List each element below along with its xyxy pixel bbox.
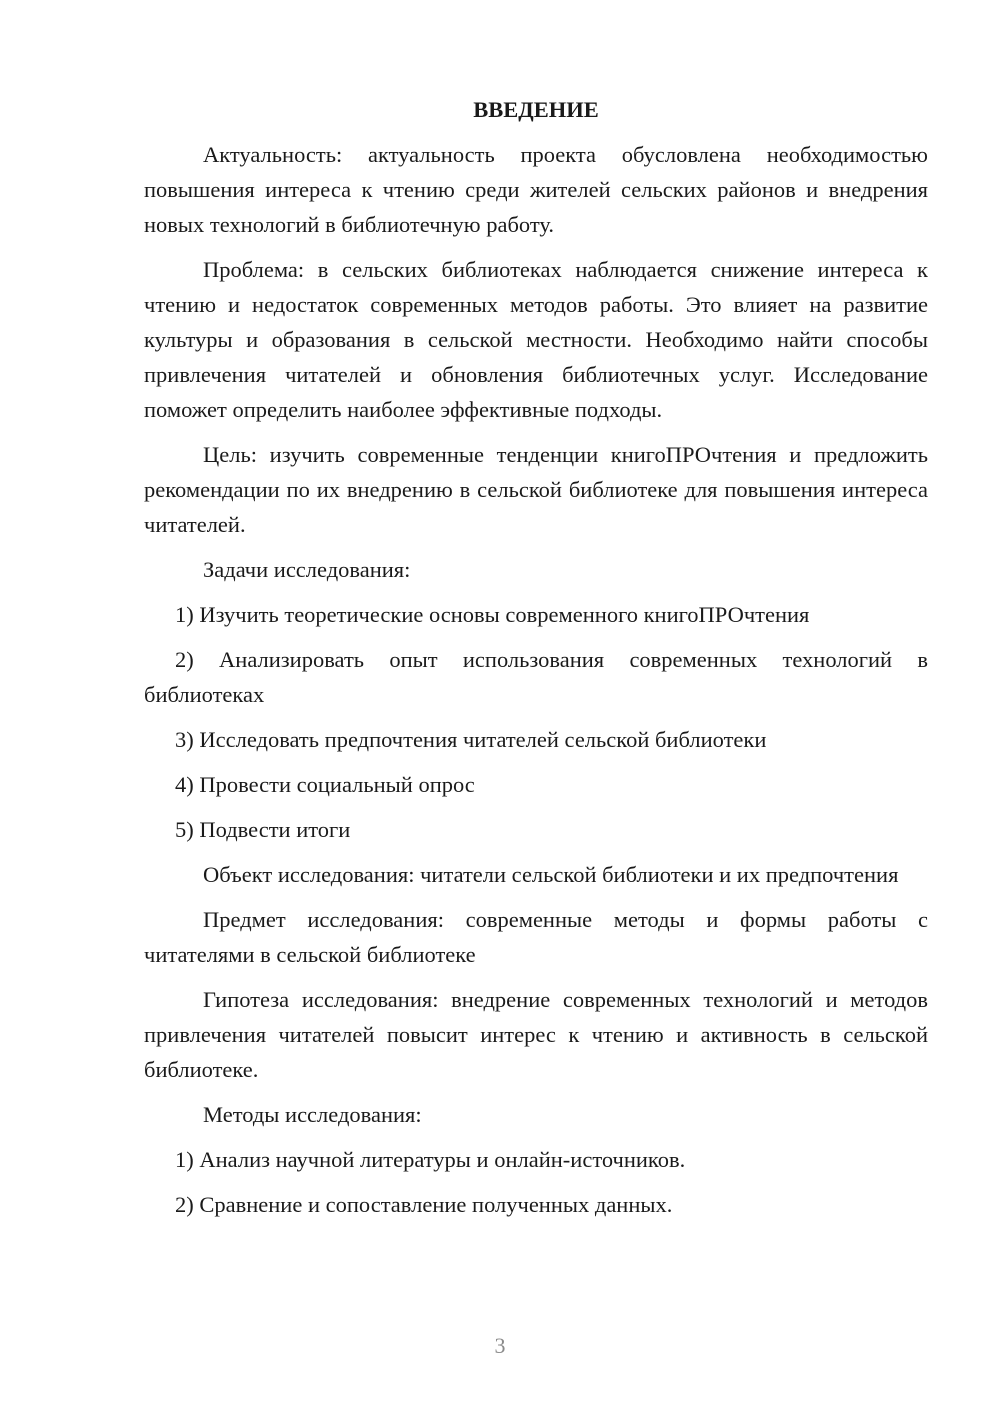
task-item-2: 2) Анализировать опыт использования современных технологий в библиотеках bbox=[144, 647, 928, 707]
problem-paragraph: Проблема: в сельских библиотеках наблюдается снижение интереса к чтению и недостаток современных методов работы. Это влияет на развитие культуры и образования в сельской местности. Необходимо найти способы привлечения читателей и обновления библиотечных услуг. Исследование поможет определить наиболее эффективные подходы. bbox=[144, 257, 928, 422]
task-item-4: 4) Провести социальный опрос bbox=[175, 772, 475, 797]
task-item-5: 5) Подвести итоги bbox=[175, 817, 351, 842]
methods-title: Методы исследования: bbox=[203, 1102, 422, 1127]
object-paragraph: Объект исследования: читатели сельской библиотеки и их предпочтения bbox=[203, 862, 899, 887]
tasks-title: Задачи исследования: bbox=[203, 557, 411, 582]
subject-paragraph: Предмет исследования: современные методы и формы работы с читателями в сельской библиотеке bbox=[144, 907, 928, 967]
method-item-1: 1) Анализ научной литературы и онлайн-источников. bbox=[175, 1147, 686, 1172]
goal-paragraph: Цель: изучить современные тенденции книгоПРОчтения и предложить рекомендации по их внедрению в сельской библиотеке для повышения интереса читателей. bbox=[144, 442, 928, 537]
method-item-2: 2) Сравнение и сопоставление полученных данных. bbox=[175, 1192, 673, 1217]
page-content bbox=[144, 92, 928, 1232]
relevance-paragraph: Актуальность: актуальность проекта обусловлена необходимостью повышения интереса к чтению среди жителей сельских районов и внедрения новых технологий в библиотечную работу. bbox=[144, 142, 928, 237]
page-number: 3 bbox=[494, 1333, 506, 1358]
task-item-1: 1) Изучить теоретические основы современного книгоПРОчтения bbox=[175, 602, 810, 627]
task-item-3: 3) Исследовать предпочтения читателей сельской библиотеки bbox=[175, 727, 767, 752]
section-heading: ВВЕДЕНИЕ bbox=[473, 97, 599, 122]
hypothesis-paragraph: Гипотеза исследования: внедрение современных технологий и методов привлечения читателей повысит интерес к чтению и активность в сельской библиотеке. bbox=[144, 987, 928, 1082]
